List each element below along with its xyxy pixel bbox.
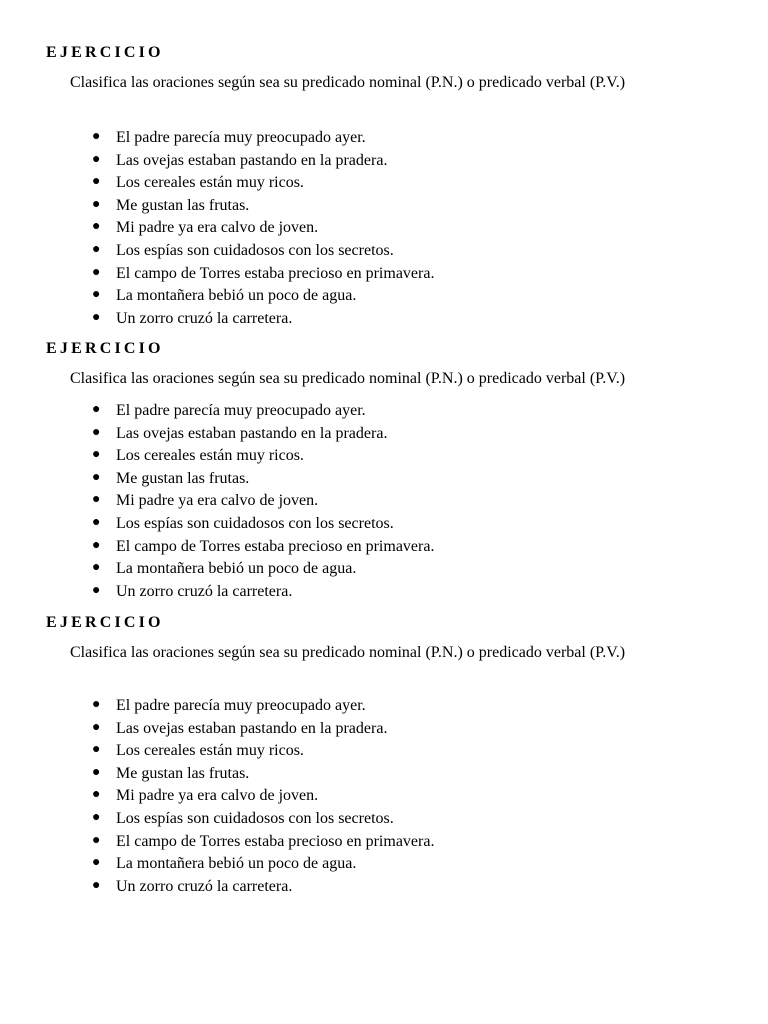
bullet-icon: ●	[92, 787, 101, 803]
sentence-text: Mi padre ya era calvo de joven.	[116, 787, 319, 805]
bullet-icon: ●	[92, 424, 101, 440]
exercise-instruction: Clasifica las oraciones según sea su predicado nominal (P.N.) o predicado verbal (P.V.)	[70, 370, 626, 387]
bullet-icon: ●	[92, 151, 101, 167]
exercise-heading: EJERCICIO	[46, 614, 164, 631]
sentence-text: Los espías son cuidadosos con los secretos.	[116, 241, 394, 259]
sentence-text: Los espías son cuidadosos con los secretos.	[116, 514, 394, 532]
sentence-text: Me gustan las frutas.	[116, 196, 250, 214]
bullet-icon: ●	[92, 264, 101, 280]
sentence-text: El campo de Torres estaba precioso en primavera.	[116, 832, 435, 850]
sentence-text: La montañera bebió un poco de agua.	[116, 287, 357, 305]
bullet-icon: ●	[92, 129, 101, 144]
sentence-text: Me gustan las frutas.	[116, 764, 250, 782]
bullet-icon: ●	[92, 560, 101, 576]
exercise-heading: EJERCICIO	[46, 44, 164, 61]
exercise-instruction: Clasifica las oraciones según sea su predicado nominal (P.N.) o predicado verbal (P.V.)	[70, 74, 626, 91]
sentence-text: El campo de Torres estaba precioso en primavera.	[116, 264, 435, 282]
exercise-instruction: Clasifica las oraciones según sea su predicado nominal (P.N.) o predicado verbal (P.V.)	[70, 644, 626, 661]
sentence-text: Los cereales están muy ricos.	[116, 174, 304, 192]
bullet-icon: ●	[92, 402, 101, 417]
bullet-icon: ●	[92, 492, 101, 508]
bullet-icon: ●	[92, 877, 101, 893]
sentence-text: Un zorro cruzó la carretera.	[116, 877, 293, 895]
sentence-text: Un zorro cruzó la carretera.	[116, 309, 293, 327]
sentence-text: El padre parecía muy preocupado ayer.	[116, 402, 366, 419]
sentence-text: Los espías son cuidadosos con los secretos.	[116, 809, 394, 827]
sentence-text: Me gustan las frutas.	[116, 469, 250, 487]
bullet-icon: ●	[92, 697, 101, 712]
bullet-icon: ●	[92, 514, 101, 530]
bullet-icon: ●	[92, 309, 101, 325]
sentence-text: Las ovejas estaban pastando en la pradera.	[116, 424, 388, 442]
sentence-text: Un zorro cruzó la carretera.	[116, 582, 293, 600]
bullet-icon: ●	[92, 447, 101, 463]
bullet-icon: ●	[92, 196, 101, 212]
sentence-text: Los cereales están muy ricos.	[116, 742, 304, 760]
sentence-text: El padre parecía muy preocupado ayer.	[116, 129, 366, 146]
sentence-text: Las ovejas estaban pastando en la pradera.	[116, 719, 388, 737]
sentence-text: La montañera bebió un poco de agua.	[116, 560, 357, 578]
sentence-text: El padre parecía muy preocupado ayer.	[116, 697, 366, 714]
bullet-icon: ●	[92, 219, 101, 235]
bullet-icon: ●	[92, 809, 101, 825]
sentence-text: Las ovejas estaban pastando en la pradera.	[116, 151, 388, 169]
bullet-icon: ●	[92, 241, 101, 257]
bullet-icon: ●	[92, 582, 101, 598]
sentence-text: El campo de Torres estaba precioso en primavera.	[116, 537, 435, 555]
bullet-icon: ●	[92, 832, 101, 848]
sentence-text: La montañera bebió un poco de agua.	[116, 855, 357, 873]
sentence-text: Mi padre ya era calvo de joven.	[116, 219, 319, 237]
bullet-icon: ●	[92, 174, 101, 190]
sentence-text: Mi padre ya era calvo de joven.	[116, 492, 319, 510]
bullet-icon: ●	[92, 764, 101, 780]
bullet-icon: ●	[92, 469, 101, 485]
exercise-heading: EJERCICIO	[46, 340, 164, 357]
bullet-icon: ●	[92, 742, 101, 758]
bullet-icon: ●	[92, 855, 101, 871]
sentence-text: Los cereales están muy ricos.	[116, 447, 304, 465]
bullet-icon: ●	[92, 537, 101, 553]
bullet-icon: ●	[92, 719, 101, 735]
bullet-icon: ●	[92, 287, 101, 303]
